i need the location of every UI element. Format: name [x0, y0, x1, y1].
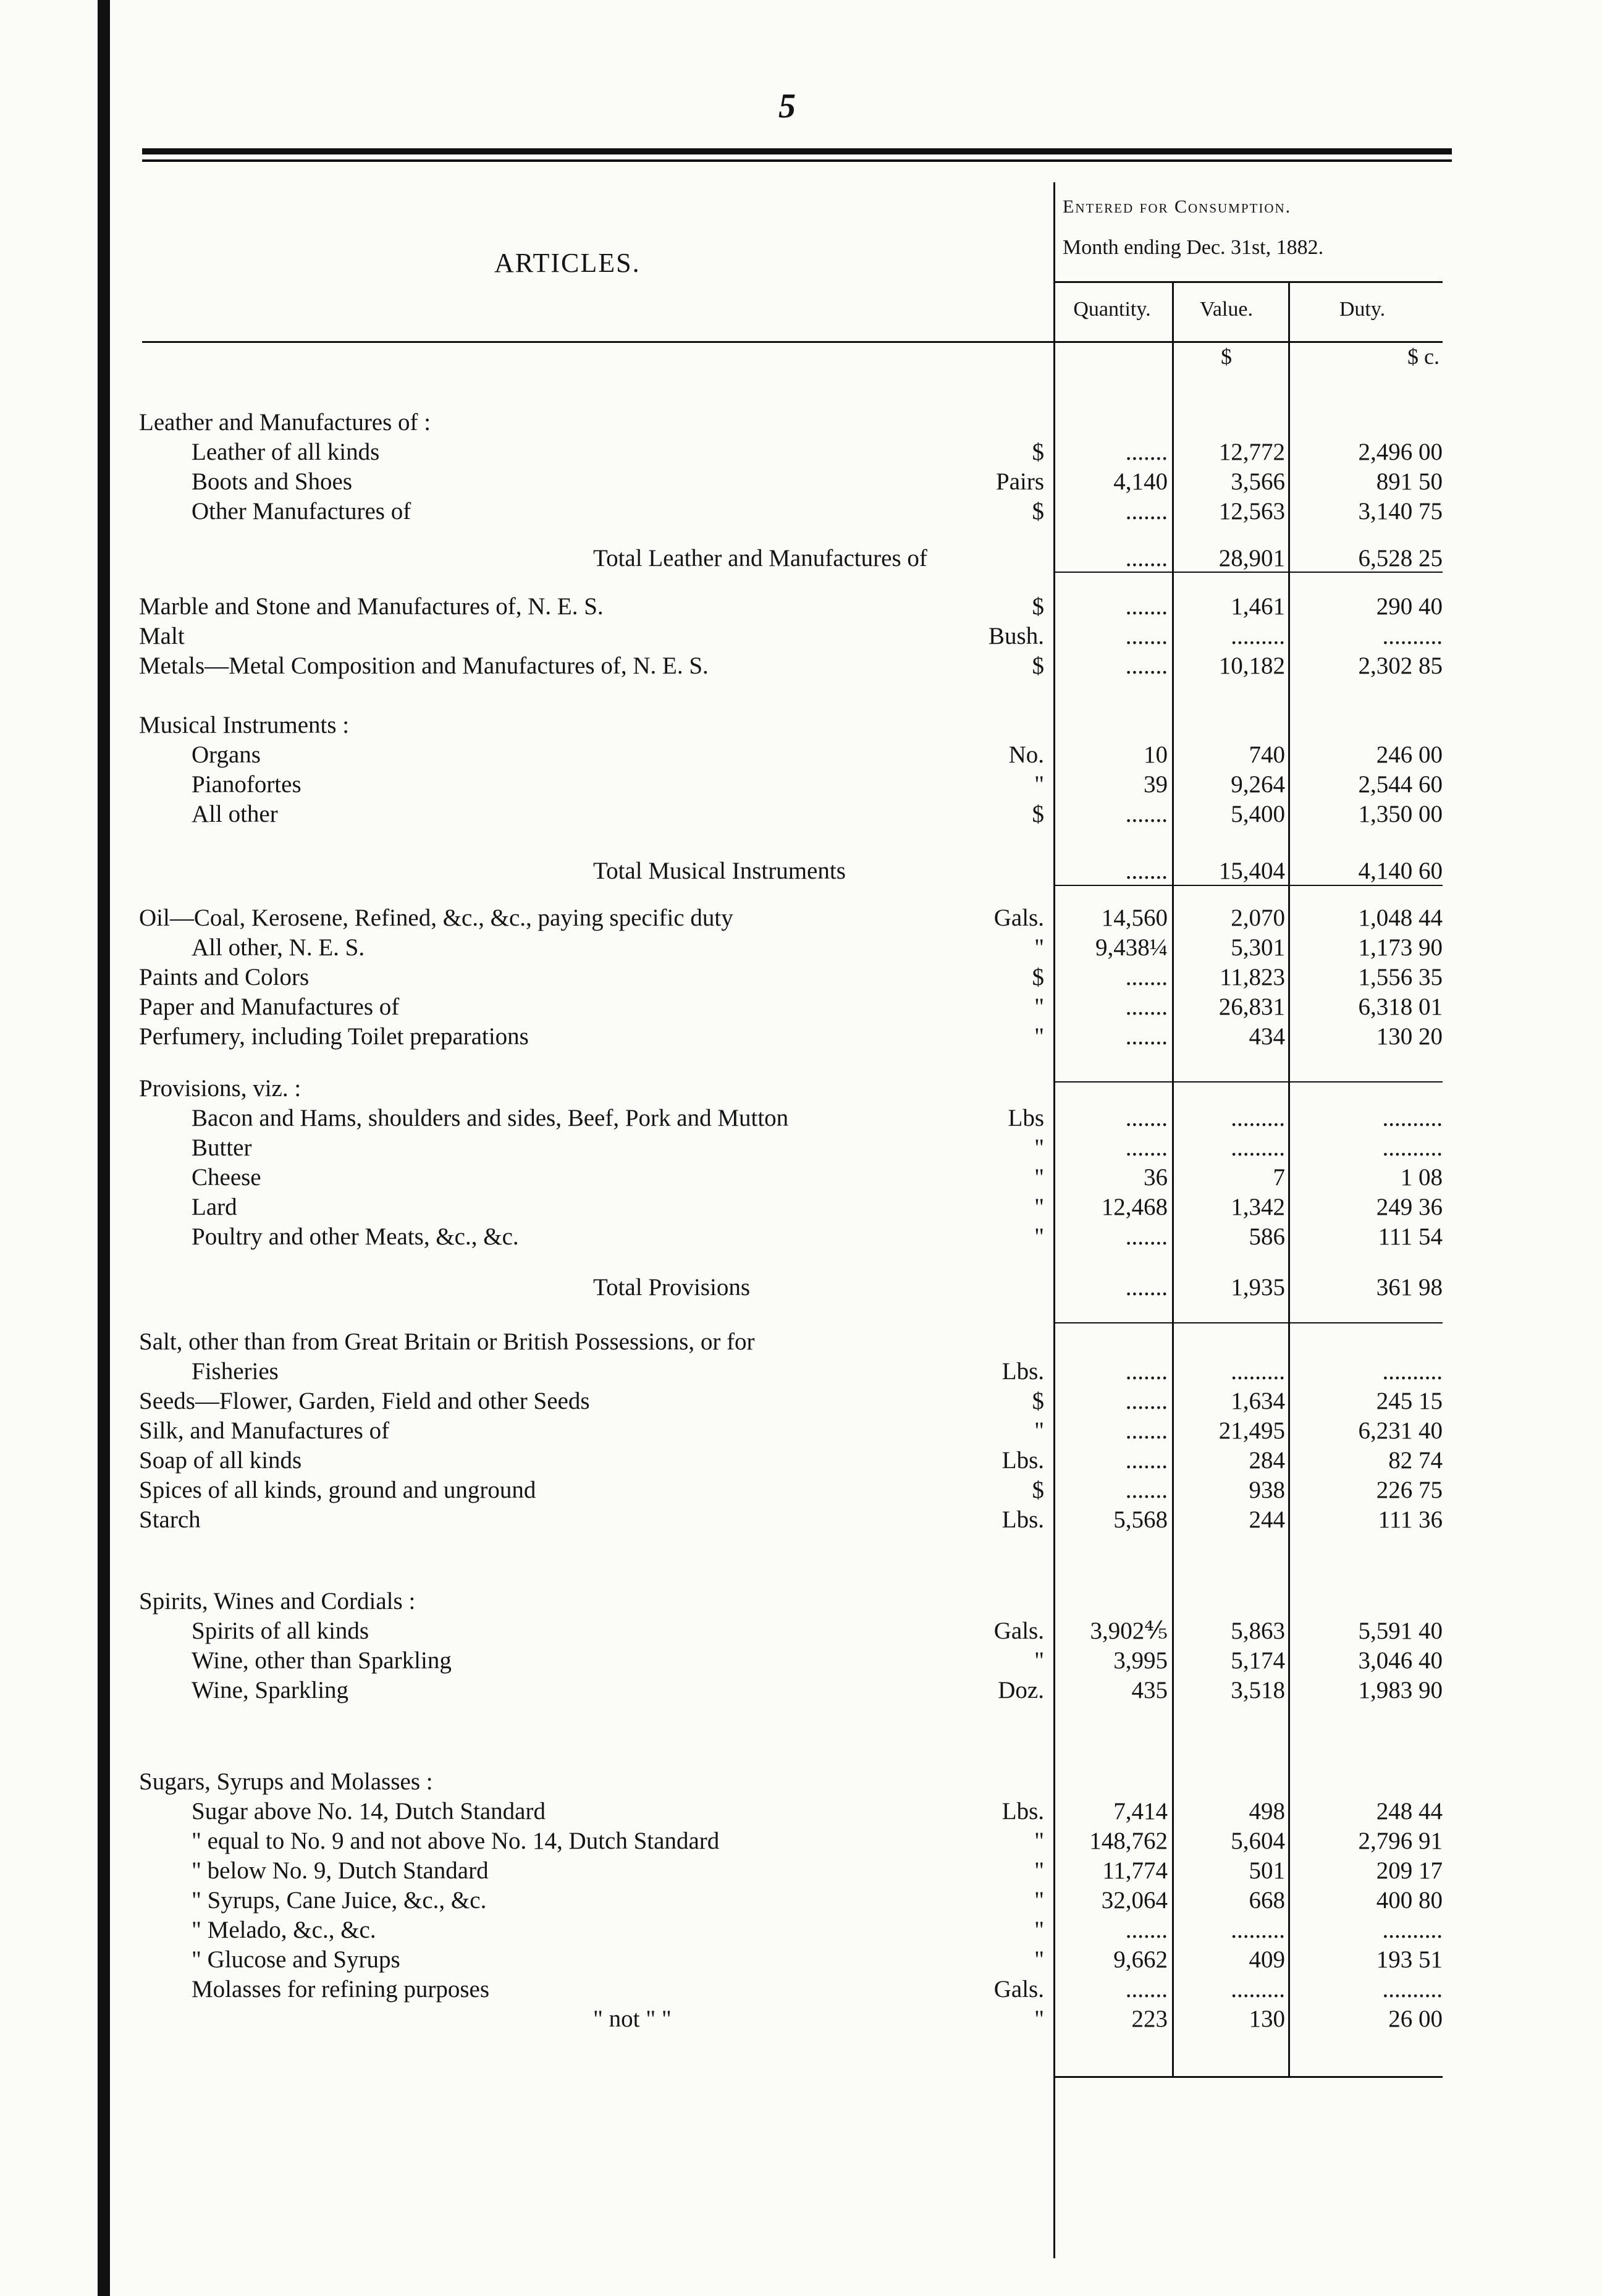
value-cell: ......... — [1231, 1917, 1285, 1943]
duty-cell: 246 00 — [1376, 741, 1443, 768]
table-row — [0, 1104, 1602, 1133]
duty-cell: 6,318 01 — [1358, 994, 1443, 1020]
table-row — [0, 1797, 1602, 1826]
unit-mark: " — [1034, 1857, 1044, 1884]
unit-mark: Gals. — [993, 1618, 1044, 1644]
table-row — [0, 1475, 1602, 1505]
value-cell: 10,182 — [1218, 652, 1285, 679]
quantity-cell: 12,468 — [1101, 1194, 1168, 1220]
unit-mark: Lbs — [1008, 1105, 1044, 1131]
month-ending-heading: Month ending Dec. 31st, 1882. — [1063, 236, 1324, 259]
unit-mark: " — [1034, 1223, 1044, 1250]
table-row — [0, 1826, 1602, 1856]
article-label: Cheese — [192, 1164, 261, 1191]
value-cell: ......... — [1231, 1358, 1285, 1385]
table-row — [0, 1915, 1602, 1945]
duty-cell: 2,796 91 — [1358, 1828, 1443, 1854]
article-label: Seeds—Flower, Garden, Field and other Seeds — [139, 1388, 590, 1414]
page-number: 5 — [778, 87, 796, 125]
article-label: Spices of all kinds, ground and unground — [139, 1477, 536, 1503]
article-label: Total Provisions — [593, 1274, 751, 1301]
article-label: Sugars, Syrups and Molasses : — [139, 1768, 433, 1795]
value-unit: $ — [1221, 344, 1232, 369]
value-cell: 28,901 — [1218, 545, 1285, 572]
article-label: Leather and Manufactures of : — [139, 409, 431, 436]
value-cell: 586 — [1249, 1223, 1285, 1250]
table-row — [0, 963, 1602, 992]
article-label: Wine, other than Sparkling — [192, 1647, 452, 1674]
table-row — [0, 711, 1602, 740]
duty-cell: 2,302 85 — [1358, 652, 1443, 679]
quantity-cell: ....... — [1125, 1917, 1168, 1943]
table-row — [0, 856, 1602, 886]
duty-cell: 891 50 — [1376, 468, 1443, 495]
table-row — [0, 1646, 1602, 1676]
article-label: Wine, Sparkling — [192, 1677, 349, 1703]
article-label: Total Leather and Manufactures of — [593, 545, 927, 572]
value-cell: ......... — [1231, 1105, 1285, 1131]
duty-cell: 2,496 00 — [1358, 439, 1443, 465]
quantity-cell: 435 — [1131, 1677, 1168, 1703]
value-cell: 12,772 — [1218, 439, 1285, 465]
unit-mark: " — [1034, 1887, 1044, 1914]
table-row — [0, 1416, 1602, 1446]
quantity-cell: ....... — [1125, 1976, 1168, 2003]
unit-mark: " — [1034, 934, 1044, 961]
table-row — [0, 651, 1602, 681]
value-cell: 11,823 — [1220, 964, 1285, 990]
unit-mark: " — [1034, 1134, 1044, 1161]
table-row — [0, 740, 1602, 770]
duty-cell: 4,140 60 — [1358, 858, 1443, 884]
duty-unit: $ c. — [1407, 344, 1440, 369]
table-row — [0, 1163, 1602, 1192]
table-row — [0, 1222, 1602, 1252]
unit-mark: Bush. — [989, 623, 1044, 649]
duty-cell: 111 54 — [1378, 1223, 1443, 1250]
quantity-cell: ....... — [1125, 1223, 1168, 1250]
article-label: Perfumery, including Toilet preparations — [139, 1023, 529, 1050]
article-label: Malt — [139, 623, 185, 649]
quantity-cell: 4,140 — [1113, 468, 1168, 495]
quantity-cell: 9,662 — [1113, 1946, 1168, 1973]
article-label: Paper and Manufactures of — [139, 994, 400, 1020]
quantity-cell: 3,995 — [1113, 1647, 1168, 1674]
duty-cell: 1,173 90 — [1358, 934, 1443, 961]
quantity-cell: 7,414 — [1113, 1798, 1168, 1825]
value-cell: 409 — [1249, 1946, 1285, 1973]
value-cell: 7 — [1273, 1164, 1285, 1191]
table-row — [0, 1945, 1602, 1975]
value-cell: ......... — [1231, 1976, 1285, 2003]
value-cell: 9,264 — [1231, 771, 1285, 798]
article-label: Silk, and Manufactures of — [139, 1417, 390, 1444]
unit-mark: Gals. — [993, 1976, 1044, 2003]
value-cell: 1,634 — [1231, 1388, 1285, 1414]
duty-cell: 1,556 35 — [1358, 964, 1443, 990]
table-row — [0, 1676, 1602, 1705]
duty-cell: 361 98 — [1376, 1274, 1443, 1301]
col-value-header: Value. — [1200, 298, 1253, 321]
unit-mark: No. — [1008, 741, 1044, 768]
quantity-cell: ....... — [1125, 858, 1168, 884]
article-label: Soap of all kinds — [139, 1447, 302, 1474]
value-cell: 2,070 — [1231, 905, 1285, 931]
quantity-cell: ....... — [1125, 439, 1168, 465]
duty-cell: .......... — [1382, 623, 1443, 649]
article-label: Organs — [192, 741, 261, 768]
value-cell: 15,404 — [1218, 858, 1285, 884]
quantity-cell: 32,064 — [1101, 1887, 1168, 1914]
duty-cell: 5,591 40 — [1358, 1618, 1443, 1644]
quantity-cell: ....... — [1125, 1388, 1168, 1414]
table-row — [0, 1616, 1602, 1646]
value-cell: 1,342 — [1231, 1194, 1285, 1220]
table-row — [0, 933, 1602, 963]
unit-mark: $ — [1032, 1388, 1044, 1414]
unit-mark: " — [1034, 1417, 1044, 1444]
duty-cell: 111 36 — [1378, 1506, 1443, 1533]
quantity-cell: 148,762 — [1089, 1828, 1168, 1854]
article-label: Provisions, viz. : — [139, 1075, 301, 1102]
article-label: " not " " — [593, 2006, 672, 2032]
duty-cell: 1,983 90 — [1358, 1677, 1443, 1703]
article-label: " Glucose and Syrups — [192, 1946, 400, 1973]
article-label: Other Manufactures of — [192, 498, 411, 525]
duty-cell: 82 74 — [1388, 1447, 1443, 1474]
entered-for-consumption-heading: Entered for Consumption. — [1063, 196, 1292, 217]
duty-cell: .......... — [1382, 1976, 1443, 2003]
bottom-rule — [1055, 2076, 1443, 2078]
top-rule-thin — [142, 159, 1452, 162]
table-row — [0, 1587, 1602, 1616]
unit-mark: $ — [1032, 593, 1044, 620]
unit-mark: Pairs — [996, 468, 1044, 495]
unit-mark: " — [1034, 1194, 1044, 1220]
duty-cell: 26 00 — [1388, 2006, 1443, 2032]
duty-cell: 130 20 — [1376, 1023, 1443, 1050]
value-cell: 501 — [1249, 1857, 1285, 1884]
table-row — [0, 1357, 1602, 1386]
article-label: Musical Instruments : — [139, 712, 350, 738]
article-label: Total Musical Instruments — [593, 858, 846, 884]
value-cell: 26,831 — [1218, 994, 1285, 1020]
unit-mark: $ — [1032, 1477, 1044, 1503]
value-cell: 130 — [1249, 2006, 1285, 2032]
unit-mark: $ — [1032, 964, 1044, 990]
unit-mark: " — [1034, 2006, 1044, 2032]
value-cell: 668 — [1249, 1887, 1285, 1914]
column-header-rule — [142, 341, 1443, 343]
value-cell: 5,863 — [1231, 1618, 1285, 1644]
table-row — [0, 770, 1602, 800]
col-duty-header: Duty. — [1339, 298, 1386, 321]
quantity-cell: 14,560 — [1101, 905, 1168, 931]
article-label: Lard — [192, 1194, 237, 1220]
article-label: Fisheries — [192, 1358, 279, 1385]
value-cell: 1,461 — [1231, 593, 1285, 620]
duty-cell: 249 36 — [1376, 1194, 1443, 1220]
quantity-cell: 11,774 — [1102, 1857, 1168, 1884]
unit-mark: " — [1034, 1828, 1044, 1854]
unit-mark: $ — [1032, 498, 1044, 525]
quantity-cell: ....... — [1125, 964, 1168, 990]
unit-mark: " — [1034, 1946, 1044, 1973]
unit-mark: Lbs. — [1001, 1798, 1044, 1825]
unit-mark: $ — [1032, 801, 1044, 827]
article-label: Molasses for refining purposes — [192, 1976, 489, 2003]
value-cell: 498 — [1249, 1798, 1285, 1825]
table-row — [0, 1505, 1602, 1535]
quantity-cell: ....... — [1125, 545, 1168, 572]
quantity-cell: 5,568 — [1113, 1506, 1168, 1533]
article-label: Spirits, Wines and Cordials : — [139, 1588, 416, 1614]
value-cell: 5,301 — [1231, 934, 1285, 961]
quantity-cell: 39 — [1144, 771, 1168, 798]
quantity-cell: ....... — [1125, 1358, 1168, 1385]
duty-cell: 6,231 40 — [1358, 1417, 1443, 1444]
article-label: " Melado, &c., &c. — [192, 1917, 376, 1943]
quantity-cell: ....... — [1125, 1105, 1168, 1131]
table-row — [0, 903, 1602, 933]
value-cell: 5,604 — [1231, 1828, 1285, 1854]
unit-mark: " — [1034, 994, 1044, 1020]
article-label: Leather of all kinds — [192, 439, 380, 465]
value-cell: 284 — [1249, 1447, 1285, 1474]
article-label: Spirits of all kinds — [192, 1618, 369, 1644]
table-row — [0, 1327, 1602, 1357]
value-cell: 21,495 — [1218, 1417, 1285, 1444]
value-cell: 740 — [1249, 741, 1285, 768]
unit-mark: Lbs. — [1001, 1506, 1044, 1533]
value-cell: 5,400 — [1231, 801, 1285, 827]
unit-mark: Doz. — [998, 1677, 1044, 1703]
col-quantity-header: Quantity. — [1073, 298, 1151, 321]
duty-cell: 400 80 — [1376, 1887, 1443, 1914]
value-cell: 938 — [1249, 1477, 1285, 1503]
duty-cell: 3,140 75 — [1358, 498, 1443, 525]
quantity-cell: 9,438¼ — [1095, 934, 1168, 961]
duty-cell: 193 51 — [1376, 1946, 1443, 1973]
table-row — [0, 1273, 1602, 1302]
article-label: Sugar above No. 14, Dutch Standard — [192, 1798, 546, 1825]
unit-mark: $ — [1032, 652, 1044, 679]
table-row — [0, 437, 1602, 467]
duty-cell: 3,046 40 — [1358, 1647, 1443, 1674]
value-cell: 5,174 — [1231, 1647, 1285, 1674]
duty-cell: .......... — [1382, 1917, 1443, 1943]
articles-heading: ARTICLES. — [494, 248, 641, 278]
article-label: Pianofortes — [192, 771, 301, 798]
quantity-cell: 3,902⅘ — [1090, 1618, 1168, 1644]
duty-cell: 226 75 — [1376, 1477, 1443, 1503]
unit-mark: Lbs. — [1001, 1358, 1044, 1385]
table-row — [0, 1133, 1602, 1163]
unit-mark: " — [1034, 1917, 1044, 1943]
quantity-cell: ....... — [1125, 1274, 1168, 1301]
table-row — [0, 622, 1602, 651]
duty-cell: 1,350 00 — [1358, 801, 1443, 827]
unit-mark: $ — [1032, 439, 1044, 465]
table-row — [0, 1074, 1602, 1104]
article-label: Butter — [192, 1134, 252, 1161]
duty-cell: 245 15 — [1376, 1388, 1443, 1414]
article-label: Marble and Stone and Manufactures of, N. E. S. — [139, 593, 604, 620]
quantity-cell: ....... — [1125, 1477, 1168, 1503]
unit-mark: " — [1034, 771, 1044, 798]
article-label: Metals—Metal Composition and Manufactures of, N. E. S. — [139, 652, 709, 679]
table-row — [0, 1022, 1602, 1052]
table-row — [0, 1192, 1602, 1222]
quantity-cell: ....... — [1125, 1447, 1168, 1474]
unit-mark: " — [1034, 1023, 1044, 1050]
table-row — [0, 497, 1602, 526]
table-row — [0, 408, 1602, 437]
duty-cell: .......... — [1382, 1105, 1443, 1131]
quantity-cell: ....... — [1125, 801, 1168, 827]
unit-mark: " — [1034, 1647, 1044, 1674]
quantity-cell: ....... — [1125, 1023, 1168, 1050]
duty-cell: 1,048 44 — [1358, 905, 1443, 931]
table-row — [0, 592, 1602, 622]
unit-mark: Gals. — [993, 905, 1044, 931]
duty-cell: 209 17 — [1376, 1857, 1443, 1884]
value-cell: ......... — [1231, 1134, 1285, 1161]
quantity-cell: ....... — [1125, 652, 1168, 679]
duty-cell: .......... — [1382, 1134, 1443, 1161]
table-row — [0, 1767, 1602, 1797]
quantity-cell: ....... — [1125, 498, 1168, 525]
unit-mark: " — [1034, 1164, 1044, 1191]
article-label: " equal to No. 9 and not above No. 14, Dutch Standard — [192, 1828, 720, 1854]
table-row — [0, 992, 1602, 1022]
article-label: " Syrups, Cane Juice, &c., &c. — [192, 1887, 487, 1914]
quantity-cell: 10 — [1144, 741, 1168, 768]
table-row — [0, 1975, 1602, 2004]
article-label: Boots and Shoes — [192, 468, 353, 495]
value-cell: 3,518 — [1231, 1677, 1285, 1703]
duty-cell: 2,544 60 — [1358, 771, 1443, 798]
table-row — [0, 1386, 1602, 1416]
duty-cell: 6,528 25 — [1358, 545, 1443, 572]
value-cell: 434 — [1249, 1023, 1285, 1050]
quantity-cell: ....... — [1125, 1134, 1168, 1161]
duty-cell: .......... — [1382, 1358, 1443, 1385]
table-row — [0, 800, 1602, 829]
article-label: Bacon and Hams, shoulders and sides, Beef, Pork and Mutton — [192, 1105, 789, 1131]
value-cell: 244 — [1249, 1506, 1285, 1533]
table-row — [0, 2004, 1602, 2034]
quantity-cell: ....... — [1125, 623, 1168, 649]
article-label: All other, N. E. S. — [192, 934, 365, 961]
article-label: Paints and Colors — [139, 964, 310, 990]
table-row — [0, 1446, 1602, 1475]
article-label: Salt, other than from Great Britain or British Possessions, or for — [139, 1328, 755, 1355]
table-row — [0, 1856, 1602, 1886]
duty-cell: 248 44 — [1376, 1798, 1443, 1825]
duty-cell: 290 40 — [1376, 593, 1443, 620]
table-row — [0, 544, 1602, 573]
article-label: Poultry and other Meats, &c., &c. — [192, 1223, 519, 1250]
quantity-cell: ....... — [1125, 994, 1168, 1020]
value-cell: 1,935 — [1231, 1274, 1285, 1301]
article-label: Starch — [139, 1506, 201, 1533]
duty-cell: 1 08 — [1400, 1164, 1443, 1191]
value-cell: 12,563 — [1218, 498, 1285, 525]
top-rule — [142, 148, 1452, 154]
article-label: " below No. 9, Dutch Standard — [192, 1857, 489, 1884]
quantity-cell: ....... — [1125, 593, 1168, 620]
table-row — [0, 1886, 1602, 1915]
value-cell: ......... — [1231, 623, 1285, 649]
total-provisions-rule — [1055, 1322, 1443, 1323]
value-cell: 3,566 — [1231, 468, 1285, 495]
table-row — [0, 467, 1602, 497]
article-label: All other — [192, 801, 278, 827]
unit-mark: Lbs. — [1001, 1447, 1044, 1474]
quantity-cell: 36 — [1144, 1164, 1168, 1191]
article-label: Oil—Coal, Kerosene, Refined, &c., &c., paying specific duty — [139, 905, 733, 931]
quantity-cell: ....... — [1125, 1417, 1168, 1444]
quantity-cell: 223 — [1131, 2006, 1168, 2032]
header-divider — [1055, 281, 1443, 283]
